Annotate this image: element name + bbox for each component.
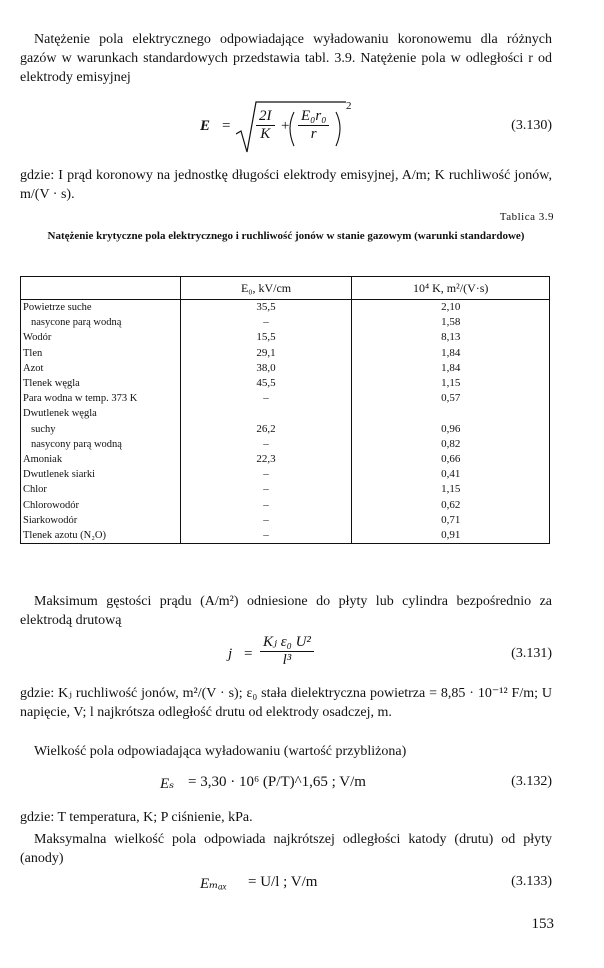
header-e0: E₀, kV/cm: [180, 277, 352, 300]
equation-3-131: [0, 634, 604, 674]
equation-3-130: [0, 100, 604, 156]
e0-value: –: [180, 391, 352, 406]
table-row: [21, 482, 550, 497]
gas-name: Chlorowodór: [21, 498, 181, 513]
table-row: [21, 346, 550, 361]
eq130-term2-den: r: [310, 126, 317, 142]
eq132-rhs: = 3,30 · 10⁶ (P/T)^1,65 ; V/m: [188, 774, 366, 790]
gas-name: Powietrze suche: [21, 300, 181, 316]
k-value: 2,10: [352, 300, 550, 316]
gas-name: Chlor: [21, 482, 181, 497]
k-value: [352, 406, 550, 421]
k-value: 0,66: [352, 452, 550, 467]
paragraph-field: Wielkość pola odpowiadająca wyładowaniu (wartość przybliżona): [34, 744, 407, 759]
e0-value: –: [180, 528, 352, 544]
gas-name: Azot: [21, 361, 181, 376]
table-row: [21, 528, 550, 544]
table-row: [21, 513, 550, 528]
eq133-lhs: Eₘₐₓ: [200, 876, 228, 892]
eq130-equals: =: [222, 118, 231, 134]
eq133-number: (3.133): [511, 874, 552, 889]
eq130-radical: [236, 100, 348, 156]
table-row: [21, 330, 550, 345]
eq130-lhs: E: [200, 118, 211, 134]
eq132-lhs: Eₛ: [160, 776, 175, 792]
table-row: [21, 467, 550, 482]
k-value: 1,84: [352, 346, 550, 361]
eq131-num: Kⱼ ε₀ U²: [260, 634, 314, 652]
table-row: [21, 315, 550, 330]
e0-value: 22,3: [180, 452, 352, 467]
table-row: [21, 391, 550, 406]
gas-name: Dwutlenek węgla: [21, 406, 181, 421]
e0-value: [180, 406, 352, 421]
eq131-lhs: j: [228, 646, 233, 662]
page-number: 153: [531, 916, 554, 932]
k-value: 1,58: [352, 315, 550, 330]
eq133-rhs: = U/l ; V/m: [248, 874, 318, 890]
table-row: [21, 300, 550, 316]
table-row: [21, 406, 550, 421]
table-row: [21, 437, 550, 452]
e0-value: –: [180, 498, 352, 513]
gas-name: nasycony parą wodną: [21, 437, 181, 452]
k-value: 1,15: [352, 376, 550, 391]
e0-value: –: [180, 315, 352, 330]
table-header-row: [21, 277, 550, 300]
data-table: [20, 276, 550, 544]
k-value: 0,91: [352, 528, 550, 544]
k-value: 0,57: [352, 391, 550, 406]
where-2: gdzie: Kⱼ ruchliwość jonów, m²/(V · s); ε₀ stała dielektryczna powietrza = 8,85 · 10⁻¹² F/m; U napięcie, V; l najkrótsza odległość drutu od elektrody osadczej, m.: [20, 686, 552, 720]
eq131-den: l³: [282, 652, 292, 668]
table-caption: Tablica 3.9: [499, 211, 554, 223]
where-1: gdzie: I prąd koronowy na jednostkę długości elektrody emisyjnej, A/m; K ruchliwość jonów, m/(V · s).: [20, 168, 552, 202]
k-value: 1,15: [352, 482, 550, 497]
e0-value: –: [180, 437, 352, 452]
gas-name: Tlen: [21, 346, 181, 361]
gas-name: Amoniak: [21, 452, 181, 467]
table-row: [21, 376, 550, 391]
eq130-term1-num: 2I: [256, 108, 275, 126]
gas-name: Para wodna w temp. 373 K: [21, 391, 181, 406]
k-value: 0,62: [352, 498, 550, 513]
intro-paragraph: Natężenie pola elektrycznego odpowiadające wyładowaniu koronowemu dla różnych gazów w warunkach standardowych przedstawia tabl. 3.9. Natężenie pola w odległości r od elektrody emisyjnej: [20, 32, 552, 85]
gas-name: nasycone parą wodną: [21, 315, 181, 330]
paragraph-max-field: Maksymalna wielkość pola odpowiada najkrótszej odległości katody (drutu) od płyty (anody): [20, 832, 552, 866]
e0-value: –: [180, 482, 352, 497]
e0-value: 38,0: [180, 361, 352, 376]
gas-name: Tlenek azotu (N₂O): [21, 528, 181, 544]
e0-value: 45,5: [180, 376, 352, 391]
e0-value: 35,5: [180, 300, 352, 316]
e0-value: 26,2: [180, 422, 352, 437]
gas-name: Siarkowodór: [21, 513, 181, 528]
k-value: 1,84: [352, 361, 550, 376]
table-row: [21, 452, 550, 467]
table-title: Natężenie krytyczne pola elektrycznego i ruchliwość jonów w stanie gazowym (warunki standardowe): [47, 230, 525, 242]
eq130-term2-num: E₀r₀: [298, 108, 329, 126]
equation-3-133: [0, 872, 604, 896]
eq130-term1-den: K: [260, 126, 271, 142]
table-row: [21, 361, 550, 376]
gas-name: suchy: [21, 422, 181, 437]
e0-value: –: [180, 513, 352, 528]
eq130-number: (3.130): [511, 118, 552, 133]
header-k: 10⁴ K, m²/(V·s): [352, 277, 550, 300]
table-row: [21, 422, 550, 437]
equation-3-132: [0, 772, 604, 796]
eq131-equals: =: [244, 646, 253, 662]
paragraph-max-current: Maksimum gęstości prądu (A/m²) odniesione do płyty lub cylindra bezpośrednio za elektrodą drutową: [20, 594, 552, 628]
gas-name: Tlenek węgla: [21, 376, 181, 391]
gas-name: Dwutlenek siarki: [21, 467, 181, 482]
eq130-power: 2: [346, 100, 352, 112]
k-value: 0,96: [352, 422, 550, 437]
eq132-number: (3.132): [511, 774, 552, 789]
e0-value: 15,5: [180, 330, 352, 345]
k-value: 0,82: [352, 437, 550, 452]
e0-value: 29,1: [180, 346, 352, 361]
k-value: 0,41: [352, 467, 550, 482]
where-3: gdzie: T temperatura, K; P ciśnienie, kPa.: [20, 810, 253, 825]
table-row: [21, 498, 550, 513]
eq130-term1: [256, 108, 275, 143]
eq130-term2: [298, 108, 329, 143]
eq131-fraction: [260, 634, 314, 669]
k-value: 8,13: [352, 330, 550, 345]
gas-name: Wodór: [21, 330, 181, 345]
eq131-number: (3.131): [511, 646, 552, 661]
header-name: [21, 277, 181, 300]
eq130-plus: +: [281, 118, 290, 134]
e0-value: –: [180, 467, 352, 482]
k-value: 0,71: [352, 513, 550, 528]
